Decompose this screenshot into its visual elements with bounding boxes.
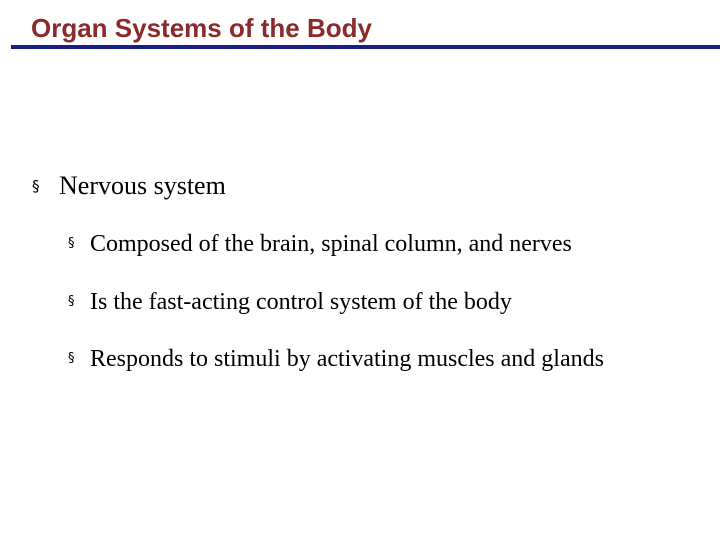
sub-bullet-text: Composed of the brain, spinal column, and nerves: [90, 231, 572, 257]
slide-title: Organ Systems of the Body: [31, 13, 372, 43]
sub-bullet-text: Responds to stimuli by activating muscles and glands: [90, 346, 604, 372]
square-bullet-icon: §: [68, 236, 75, 251]
square-bullet-icon: §: [32, 177, 40, 195]
square-bullet-icon: §: [68, 294, 75, 309]
bullet-text: Nervous system: [59, 171, 226, 200]
title-divider: [11, 45, 720, 49]
sub-bullet-text: Is the fast-acting control system of the body: [90, 289, 512, 315]
square-bullet-icon: §: [68, 351, 75, 366]
